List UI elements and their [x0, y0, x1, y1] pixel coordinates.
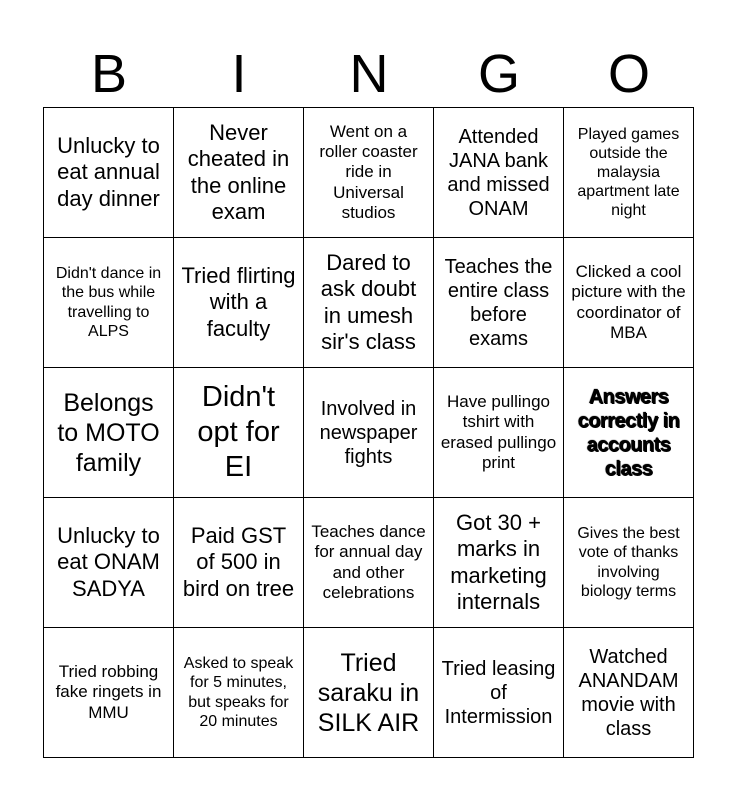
bingo-header — [44, 42, 694, 106]
bingo-cell-r3-c3[interactable] — [304, 368, 434, 498]
cell-text: Clicked a cool picture with the coordinator of MBA — [571, 261, 686, 342]
bingo-cell-r2-c4[interactable] — [434, 238, 564, 368]
bingo-cell-r1-c1[interactable] — [44, 108, 174, 238]
cell-text: Unlucky to eat annual day dinner — [57, 132, 160, 211]
cell-text: Never cheated in the online exam — [187, 119, 290, 224]
cell-text: Belongs to MOTO family — [57, 388, 160, 477]
cell-text: Involved in newspaper fights — [319, 397, 418, 468]
bingo-cell-r4-c5[interactable] — [564, 498, 694, 628]
cell-text: Went on a roller coaster ride in Universal studios — [319, 121, 418, 223]
bingo-cell-r2-c3[interactable] — [304, 238, 434, 368]
bingo-cell-r2-c1[interactable] — [44, 238, 174, 368]
cell-text: Tried saraku in SILK AIR — [317, 648, 420, 737]
cell-text: Dared to ask doubt in umesh sir's class — [320, 249, 417, 354]
cell-text: Didn't opt for EI — [197, 381, 280, 483]
header-letter-g: G — [477, 44, 520, 104]
bingo-cell-r4-c3[interactable] — [304, 498, 434, 628]
header-letter-i: I — [231, 44, 247, 104]
bingo-cell-r3-c4[interactable] — [434, 368, 564, 498]
header-letter-o: O — [607, 44, 650, 104]
cell-text: Answers correctly in accounts class — [577, 385, 680, 480]
cell-text: Gives the best vote of thanks involving biology terms — [577, 525, 680, 600]
bingo-cell-r2-c5[interactable] — [564, 238, 694, 368]
bingo-cell-r1-c2[interactable] — [174, 108, 304, 238]
cell-text: Tried leasing of Intermission — [441, 657, 556, 728]
cell-text: Teaches the entire class before exams — [444, 255, 553, 350]
cell-text: Attended JANA bank and missed ONAM — [447, 125, 550, 220]
bingo-cell-r1-c5[interactable] — [564, 108, 694, 238]
cell-text: Paid GST of 500 in bird on tree — [182, 522, 295, 601]
cell-text: Tried flirting with a faculty — [181, 262, 296, 341]
cell-text: Got 30 + marks in marketing internals — [450, 509, 547, 614]
bingo-cell-r2-c2[interactable] — [174, 238, 304, 368]
bingo-cell-r4-c2[interactable] — [174, 498, 304, 628]
bingo-cell-r1-c4[interactable] — [434, 108, 564, 238]
cell-text: Didn't dance in the bus while travelling to ALPS — [55, 265, 162, 340]
bingo-cell-r4-c1[interactable] — [44, 498, 174, 628]
cell-text: Watched ANANDAM movie with class — [578, 645, 679, 740]
bingo-cell-r5-c5[interactable] — [564, 628, 694, 758]
cell-text: Tried robbing fake ringets in MMU — [55, 661, 162, 722]
bingo-cell-r5-c1[interactable] — [44, 628, 174, 758]
cell-text: Played games outside the malaysia apartment late night — [577, 125, 680, 220]
cell-text: Have pullingo tshirt with erased pullingo print — [440, 391, 557, 472]
cell-text: Unlucky to eat ONAM SADYA — [57, 522, 160, 601]
bingo-board — [43, 107, 694, 758]
bingo-cell-r4-c4[interactable] — [434, 498, 564, 628]
bingo-cell-r5-c4[interactable] — [434, 628, 564, 758]
bingo-cell-r3-c1[interactable] — [44, 368, 174, 498]
header-letter-b: B — [90, 44, 128, 104]
bingo-cell-r5-c2[interactable] — [174, 628, 304, 758]
bingo-cell-r5-c3[interactable] — [304, 628, 434, 758]
bingo-cell-r1-c3[interactable] — [304, 108, 434, 238]
bingo-cell-r3-c2[interactable] — [174, 368, 304, 498]
cell-text: Teaches dance for annual day and other celebrations — [311, 521, 426, 602]
cell-text: Asked to speak for 5 minutes, but speaks for 20 minutes — [183, 655, 294, 730]
bingo-cell-r3-c5[interactable] — [564, 368, 694, 498]
header-letter-n: N — [349, 44, 389, 104]
